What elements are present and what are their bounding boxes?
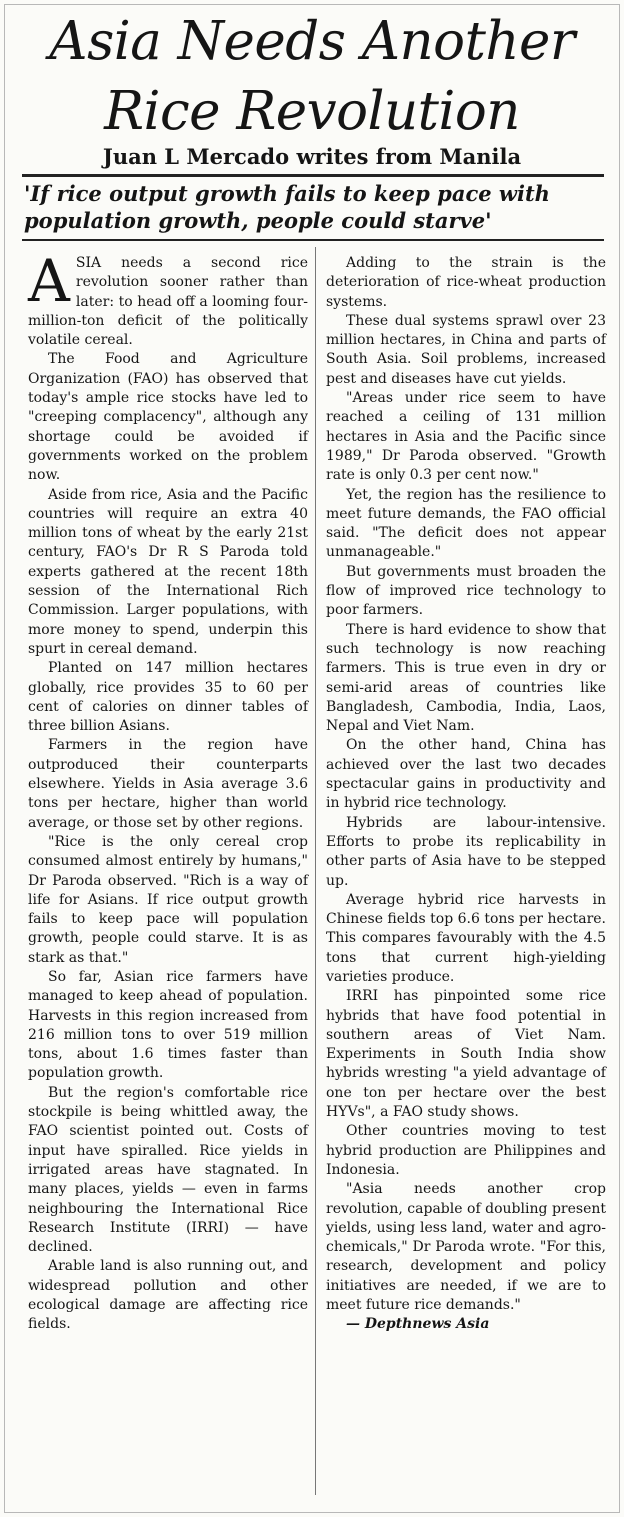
article-paragraph: IRRI has pinpointed some rice hybrids that have food potential in southern areas of Viet Nam. Experiments in South India show hybrids wresting "a yield advantage of one ton per hectare over the best HYVs", a FAO study shows. (326, 988, 606, 1121)
article-column-right (326, 254, 606, 1334)
source-credit: — Depthnews Asia (346, 1316, 490, 1333)
article-paragraph: There is hard evidence to show that such technology is now reaching farmers. This is true even in dry or semi-arid areas of countries like Bangladesh, Cambodia, India, Laos, Nepal and Viet Nam. (326, 621, 606, 735)
article-paragraph: So far, Asian rice farmers have managed to keep ahead of population. Harvests in this region increased from 216 million tons to over 519 million tons, about 1.6 times faster than population growth. (28, 968, 308, 1082)
article-paragraph: Aside from rice, Asia and the Pacific countries will require an extra 40 million tons of wheat by the early 21st century, FAO's Dr R S Paroda told experts gathered at the recent 18th session of the International Rich Commission. Larger populations, with more money to spend, underpin this spurt in cereal demand. (28, 486, 308, 657)
article-paragraph (28, 247, 308, 350)
rule-below-deck (22, 239, 604, 241)
article-paragraph: On the other hand, China has achieved over the last two decades spectacular gains in productivity and in hybrid rice technology. (326, 737, 606, 812)
article-paragraph: The Food and Agriculture Organization (FAO) has observed that today's ample rice stocks have led to "creeping complacency", although any shortage could be avoided if governments worked on the problem now. (28, 351, 308, 484)
article-paragraph: Planted on 147 million hectares globally, rice provides 35 to 60 per cent of calories on dinner tables of three billion Asians. (28, 660, 308, 735)
deck-line-1: 'If rice output growth fails to keep pace with (24, 181, 550, 206)
article-paragraph: "Rice is the only cereal crop consumed almost entirely by humans," Dr Paroda observed. "Rich is a way of life for Asians. If rice output growth fails to keep pace will population growth, people could starve. It is as stark as that." (28, 833, 308, 966)
deck-line-2: population growth, people could starve' (24, 208, 492, 233)
article-paragraph: Arable land is also running out, and widespread pollution and other ecological damage are affecting rice fields. (28, 1258, 308, 1333)
article-paragraph: Yet, the region has the resilience to meet future demands, the FAO official said. "The deficit does not appear unmanageable." (326, 486, 606, 561)
rule-above-deck (22, 174, 604, 177)
headline-line-1: Asia Needs Another (49, 11, 575, 72)
article-paragraph: Adding to the strain is the deterioration of rice-wheat production systems. (326, 255, 606, 310)
byline: Juan L Mercado writes from Manila (102, 144, 522, 169)
deck-quote (24, 180, 604, 234)
headline-line-2: Rice Revolution (104, 81, 520, 142)
drop-cap: A (28, 247, 70, 315)
article-paragraph: "Asia needs another crop revolution, capable of doubling present yields, using less land, water and agro-chemicals," Dr Paroda wrote. "For this, research, development and policy initiatives are needed, if we are to meet future rice demands." (326, 1181, 606, 1314)
article-paragraph: Hybrids are labour-intensive. Efforts to probe its replicability in other parts of Asia have to be stepped up. (326, 814, 606, 889)
article-paragraph-text: SIA needs a second rice revolution sooner rather than later: to head off a looming four-million-ton deficit of the politically volatile cereal. (28, 255, 308, 349)
article-column-left (28, 247, 308, 1335)
article-paragraph: "Areas under rice seem to have reached a ceiling of 131 million hectares in Asia and the Pacific since 1989," Dr Paroda observed. "Growth rate is only 0.3 per cent now." (326, 390, 606, 484)
column-divider (315, 247, 316, 1495)
article-paragraph: Farmers in the region have outproduced their counterparts elsewhere. Yields in Asia average 3.6 tons per hectare, higher than world average, or those set by other regions. (28, 737, 308, 831)
article-paragraph: Average hybrid rice harvests in Chinese fields top 6.6 tons per hectare. This compares favourably with the 4.5 tons that current high-yielding varieties produce. (326, 891, 606, 985)
article-paragraph: But the region's comfortable rice stockpile is being whittled away, the FAO scientist pointed out. Costs of input have spiralled. Rice yields in irrigated areas have stagnated. In many places, yields — even in farms neighbouring the International Rice Research Institute (IRRI) — have declined. (28, 1084, 308, 1256)
article-paragraph: But governments must broaden the flow of improved rice technology to poor farmers. (326, 563, 606, 619)
article-paragraph: Other countries moving to test hybrid production are Philippines and Indonesia. (326, 1123, 606, 1178)
article-paragraph: These dual systems sprawl over 23 million hectares, in China and parts of South Asia. Soil problems, increased pest and diseases have cut yields. (326, 312, 606, 387)
